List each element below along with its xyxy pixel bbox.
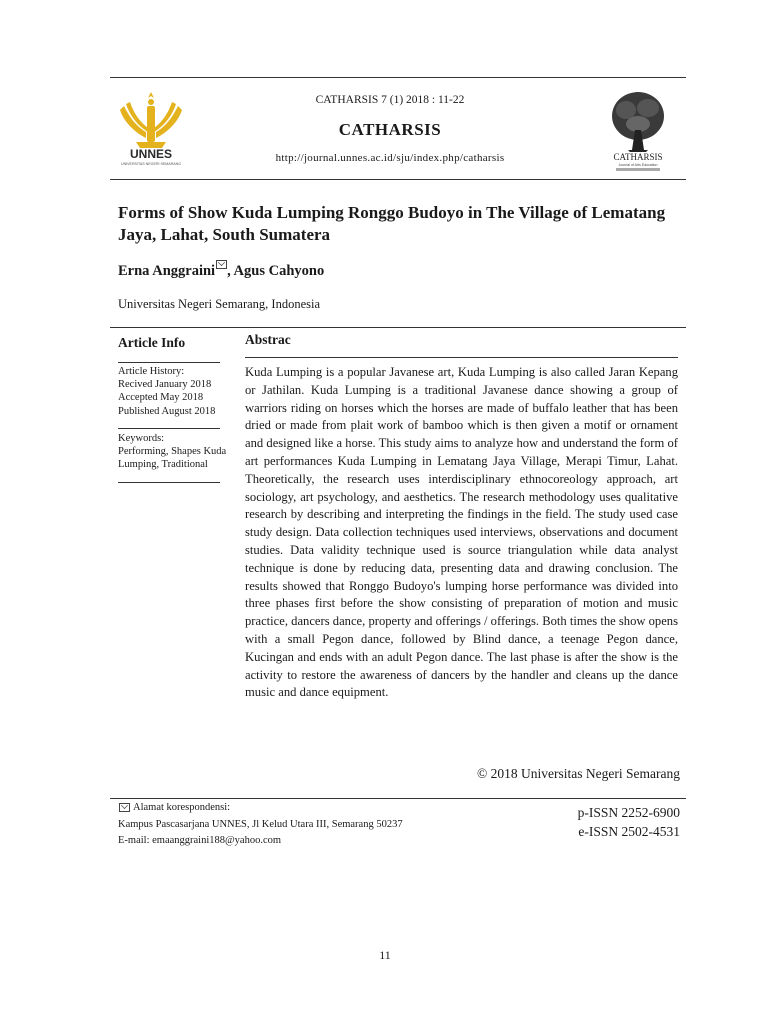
mail-icon xyxy=(216,260,227,269)
correspondence-mail-icon xyxy=(119,803,130,812)
unnes-logo-text: UNNES xyxy=(129,147,173,161)
keywords-line-1: Performing, Shapes Kuda xyxy=(118,446,227,458)
abstract-body: Kuda Lumping is a popular Javanese art, Kuda Lumping is also called Jaran Kepang or Jathilan. Kuda Lumping is a traditional Javanese dance showing a group of warriors riding on horses which the horses are made of buffalo leather that has been dried or made from plait work of bamboo which is then given a motif or ornament and designed like a horse. This study aims to analyze how and understand the form of art performances Kuda Lumping in Lematang Jaya Village, Merapi Timur, Lahat. Theoretically, the research uses interdisciplinary ethnocoreology approach, art sociology, art psychology, and aesthetics. The research methodology uses qualitative research by describing and interpreting the findings in the field. The study used case study design. Data collection techniques used interviews, observations and document studies. Data validity technique used is source triangulation while data analyst technique is done by reducing data, presenting data and drawing conclusion. The results showed that Ronggo Budoyo's lumping horse performance was divided into three phases first before the show consisting of preparation of motion and music practice, dancers dance, property and offerings / offerings. Both times the show opens with a small Pegon dance, followed by Blind dance, a teenage Pegon dance, Kucingan and ends with an adult Pegon dance. The last phase is after the show is the activity to restore the awareness of dancers by the handler and cleans up the dance music and dance equipment. xyxy=(245,365,678,700)
article-info-heading: Article Info xyxy=(118,335,186,350)
article-history xyxy=(118,365,248,418)
unnes-emblem-icon xyxy=(112,88,190,168)
catharsis-logo xyxy=(604,86,672,174)
history-label: Article History: xyxy=(118,366,185,377)
article-title: Forms of Show Kuda Lumping Ronggo Budoyo in The Village of Lematang Jaya, Lahat, South Sumatera xyxy=(118,203,666,244)
info-rule-3 xyxy=(118,482,220,483)
abstract-rule xyxy=(245,357,678,358)
e-issn: e-ISSN 2502-4531 xyxy=(578,824,680,839)
catharsis-logo-text: CATHARSIS xyxy=(613,152,663,162)
section-top-rule xyxy=(110,327,686,328)
received-date: Recived January 2018 xyxy=(118,379,212,391)
info-rule-2 xyxy=(118,428,220,429)
correspondence-address: Kampus Pascasarjana UNNES, Jl Kelud Utara III, Semarang 50237 xyxy=(118,818,403,830)
unnes-logo-subtext: UNIVERSITAS NEGERI SEMARANG xyxy=(120,162,182,166)
copyright-notice: © 2018 Universitas Negeri Semarang xyxy=(477,766,680,781)
accepted-date: Accepted May 2018 xyxy=(118,392,204,404)
tree-logo-icon xyxy=(604,86,672,174)
journal-name: CATHARSIS xyxy=(338,120,442,139)
p-issn: p-ISSN 2252-6900 xyxy=(577,805,680,820)
abstract-heading: Abstrac xyxy=(245,332,291,347)
journal-url[interactable]: http://journal.unnes.ac.id/sju/index.php/catharsis xyxy=(275,152,505,164)
author-1: Erna Anggraini xyxy=(118,262,216,279)
unnes-logo xyxy=(112,88,190,166)
keywords xyxy=(118,432,243,472)
header-bottom-rule xyxy=(110,179,686,180)
footer-rule xyxy=(110,798,686,799)
affiliation: Universitas Negeri Semarang, Indonesia xyxy=(118,297,321,311)
header-top-rule xyxy=(110,77,686,78)
journal-citation: CATHARSIS 7 (1) 2018 : 11-22 xyxy=(315,94,465,106)
correspondence-email[interactable]: E-mail: emaanggraini188@yahoo.com xyxy=(118,835,282,846)
author-line xyxy=(118,260,324,280)
published-date: Published August 2018 xyxy=(118,405,216,417)
correspondence xyxy=(118,801,498,848)
info-rule-1 xyxy=(118,362,220,363)
catharsis-logo-subtext: Journal of Arts Education xyxy=(618,163,658,167)
keywords-label: Keywords: xyxy=(118,433,165,444)
keywords-line-2: Lumping, Traditional xyxy=(118,459,208,471)
page-number: 11 xyxy=(379,948,391,962)
issn-block xyxy=(520,803,680,841)
author-2: , Agus Cahyono xyxy=(227,262,325,279)
correspondence-label: Alamat korespondensi: xyxy=(133,802,231,813)
